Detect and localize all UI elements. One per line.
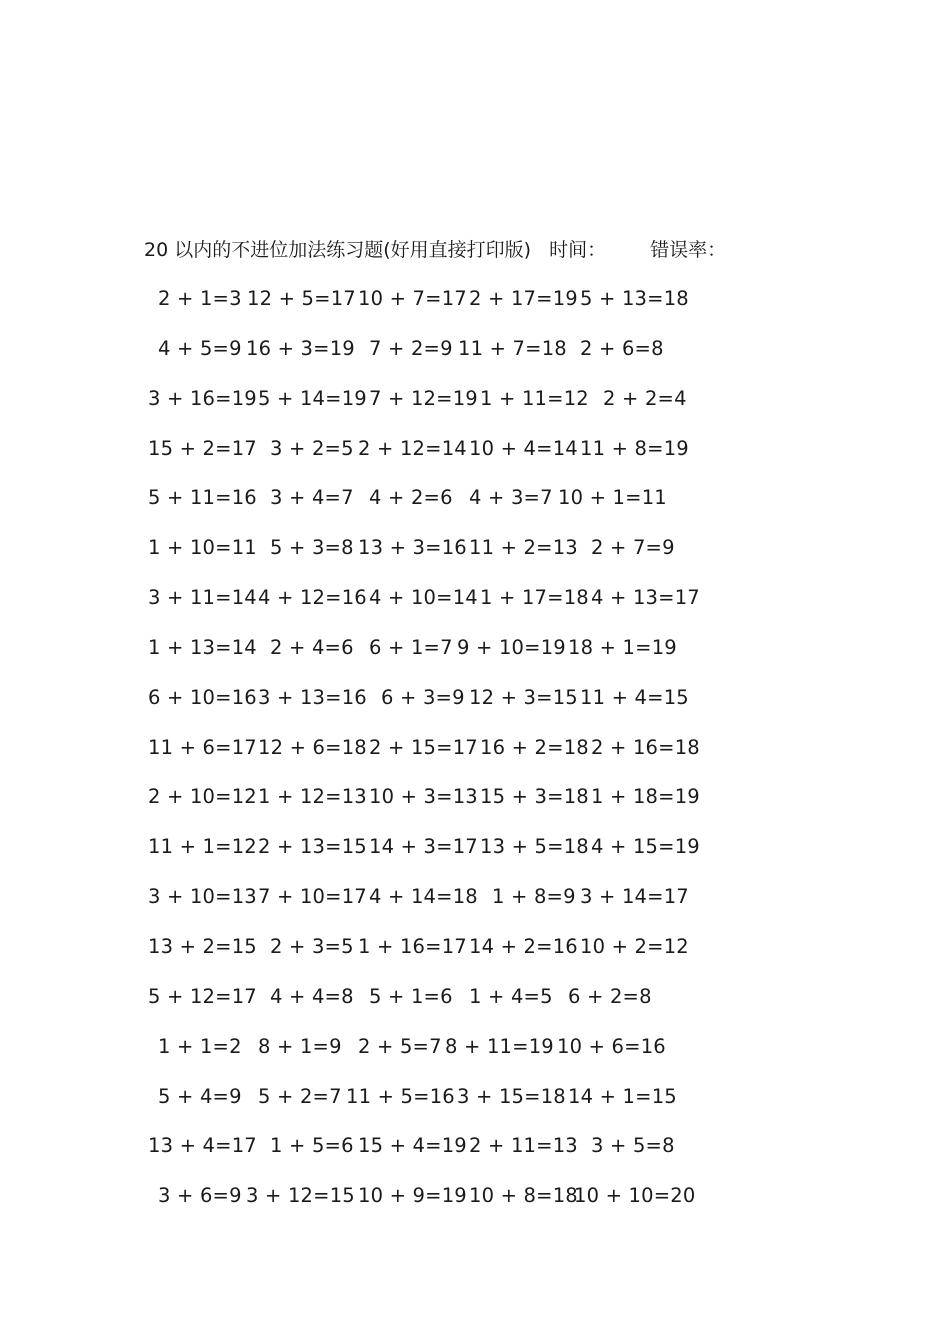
addition-problem: 1 + 11=12	[480, 386, 589, 410]
problem-row	[148, 733, 708, 783]
addition-problem: 1 + 1=2	[158, 1034, 242, 1058]
addition-problem: 2 + 5=7	[358, 1034, 442, 1058]
addition-problem: 12 + 3=15	[469, 685, 578, 709]
addition-problem: 15 + 2=17	[148, 436, 257, 460]
problem-row	[148, 483, 708, 533]
addition-problem: 11 + 7=18	[458, 336, 567, 360]
addition-problem: 5 + 11=16	[148, 486, 257, 510]
addition-problem: 11 + 2=13	[469, 536, 578, 560]
addition-problem: 12 + 6=18	[258, 735, 367, 759]
addition-problem: 15 + 3=18	[480, 785, 589, 809]
addition-problem: 4 + 15=19	[591, 835, 700, 859]
addition-problem: 5 + 12=17	[148, 984, 257, 1008]
addition-problem: 3 + 4=7	[270, 486, 354, 510]
problem-row	[148, 882, 708, 932]
addition-problem: 8 + 1=9	[258, 1034, 342, 1058]
addition-problem: 1 + 16=17	[358, 934, 467, 958]
addition-problem: 3 + 14=17	[580, 885, 689, 909]
addition-problem: 6 + 2=8	[568, 984, 652, 1008]
addition-problem: 11 + 8=19	[580, 436, 689, 460]
problem-row	[148, 1131, 708, 1181]
addition-problem: 14 + 3=17	[369, 835, 478, 859]
addition-problem: 6 + 3=9	[381, 685, 465, 709]
addition-problem: 1 + 17=18	[480, 586, 589, 610]
problem-row	[148, 583, 708, 633]
addition-problem: 1 + 4=5	[469, 984, 553, 1008]
addition-problem: 2 + 12=14	[358, 436, 467, 460]
time-label: 时间：	[549, 239, 607, 261]
addition-problem: 4 + 5=9	[158, 336, 242, 360]
addition-problem: 2 + 1=3	[158, 287, 242, 310]
addition-problem: 2 + 6=8	[580, 336, 664, 360]
addition-problem: 2 + 4=6	[270, 635, 354, 659]
addition-problem: 11 + 1=12	[148, 835, 257, 859]
problem-row	[148, 384, 708, 434]
addition-problem: 1 + 18=19	[591, 785, 700, 809]
addition-problem: 1 + 12=13	[258, 785, 367, 809]
addition-problem: 3 + 5=8	[591, 1134, 675, 1158]
problem-row	[148, 284, 708, 334]
problem-row	[148, 932, 708, 982]
addition-problem: 2 + 3=5	[270, 934, 354, 958]
addition-problem: 11 + 6=17	[148, 735, 257, 759]
problem-row	[148, 533, 708, 583]
addition-problem: 14 + 1=15	[568, 1084, 677, 1108]
addition-problem: 16 + 3=19	[246, 336, 355, 360]
addition-problem: 4 + 13=17	[591, 586, 700, 610]
addition-problem: 12 + 5=17	[247, 287, 356, 310]
addition-problem: 13 + 4=17	[148, 1134, 257, 1158]
addition-problem: 7 + 10=17	[258, 885, 367, 909]
addition-problem: 3 + 15=18	[457, 1084, 566, 1108]
worksheet-title: 20 以内的不进位加法练习题(好用直接打印版)	[144, 239, 532, 261]
addition-problem: 13 + 5=18	[480, 835, 589, 859]
addition-problem: 11 + 5=16	[346, 1084, 455, 1108]
error-rate-label: 错误率：	[650, 239, 727, 261]
addition-problem: 6 + 1=7	[369, 635, 453, 659]
problem-row	[148, 434, 708, 484]
addition-problem: 9 + 10=19	[457, 635, 566, 659]
addition-problem: 2 + 17=19	[469, 287, 578, 310]
addition-problem: 10 + 10=20	[574, 1184, 696, 1208]
addition-problem: 2 + 11=13	[469, 1134, 578, 1158]
addition-problem: 5 + 3=8	[270, 536, 354, 560]
addition-problem: 15 + 4=19	[358, 1134, 467, 1158]
addition-problem: 10 + 7=17	[358, 287, 467, 310]
addition-problem: 10 + 1=11	[558, 486, 667, 510]
addition-problem: 2 + 13=15	[258, 835, 367, 859]
problem-row	[148, 982, 708, 1032]
addition-problem: 4 + 14=18	[369, 885, 478, 909]
addition-problem: 5 + 2=7	[258, 1084, 342, 1108]
addition-problem: 2 + 16=18	[591, 735, 700, 759]
problem-row	[148, 782, 708, 832]
problem-row	[148, 1082, 708, 1132]
addition-problem: 10 + 8=18	[469, 1184, 578, 1208]
addition-problem: 6 + 10=16	[148, 685, 257, 709]
addition-problem: 2 + 15=17	[369, 735, 478, 759]
addition-problem: 3 + 6=9	[158, 1184, 242, 1208]
addition-problem: 18 + 1=19	[568, 635, 677, 659]
addition-problem: 1 + 10=11	[148, 536, 257, 560]
addition-problem: 7 + 12=19	[369, 386, 478, 410]
problem-row	[148, 1032, 708, 1082]
addition-problem: 4 + 10=14	[369, 586, 478, 610]
addition-problem: 10 + 2=12	[580, 934, 689, 958]
addition-problem: 2 + 7=9	[591, 536, 675, 560]
addition-problem: 3 + 2=5	[270, 436, 354, 460]
problem-row	[148, 683, 708, 733]
addition-problem: 14 + 2=16	[469, 934, 578, 958]
addition-problem: 5 + 1=6	[369, 984, 453, 1008]
addition-problem: 4 + 3=7	[469, 486, 553, 510]
addition-problem: 4 + 12=16	[258, 586, 367, 610]
addition-problem: 10 + 3=13	[369, 785, 478, 809]
addition-problem: 3 + 13=16	[258, 685, 367, 709]
addition-problem: 3 + 16=19	[148, 386, 257, 410]
addition-problem: 3 + 12=15	[246, 1184, 355, 1208]
addition-problem: 1 + 8=9	[492, 885, 576, 909]
addition-problem: 11 + 4=15	[580, 685, 689, 709]
addition-problem: 1 + 5=6	[270, 1134, 354, 1158]
worksheet-header	[144, 236, 726, 264]
addition-problem: 16 + 2=18	[480, 735, 589, 759]
addition-problem: 5 + 14=19	[258, 386, 367, 410]
problem-row	[148, 1181, 708, 1231]
addition-problem: 8 + 11=19	[445, 1034, 554, 1058]
addition-problem: 2 + 2=4	[603, 386, 687, 410]
problem-row	[148, 334, 708, 384]
addition-problem: 10 + 4=14	[469, 436, 578, 460]
addition-problem: 10 + 6=16	[557, 1034, 666, 1058]
addition-problem: 10 + 9=19	[358, 1184, 467, 1208]
addition-problem: 7 + 2=9	[369, 336, 453, 360]
addition-problem: 1 + 13=14	[148, 635, 257, 659]
addition-problem: 5 + 13=18	[580, 287, 689, 310]
addition-problem: 13 + 2=15	[148, 934, 257, 958]
addition-problem: 5 + 4=9	[158, 1084, 242, 1108]
problem-row	[148, 832, 708, 882]
problem-row	[148, 633, 708, 683]
addition-problem: 3 + 11=14	[148, 586, 257, 610]
addition-problem: 3 + 10=13	[148, 885, 257, 909]
addition-problem: 4 + 2=6	[369, 486, 453, 510]
problem-grid	[148, 284, 708, 1231]
addition-problem: 13 + 3=16	[358, 536, 467, 560]
addition-problem: 4 + 4=8	[270, 984, 354, 1008]
addition-problem: 2 + 10=12	[148, 785, 257, 809]
